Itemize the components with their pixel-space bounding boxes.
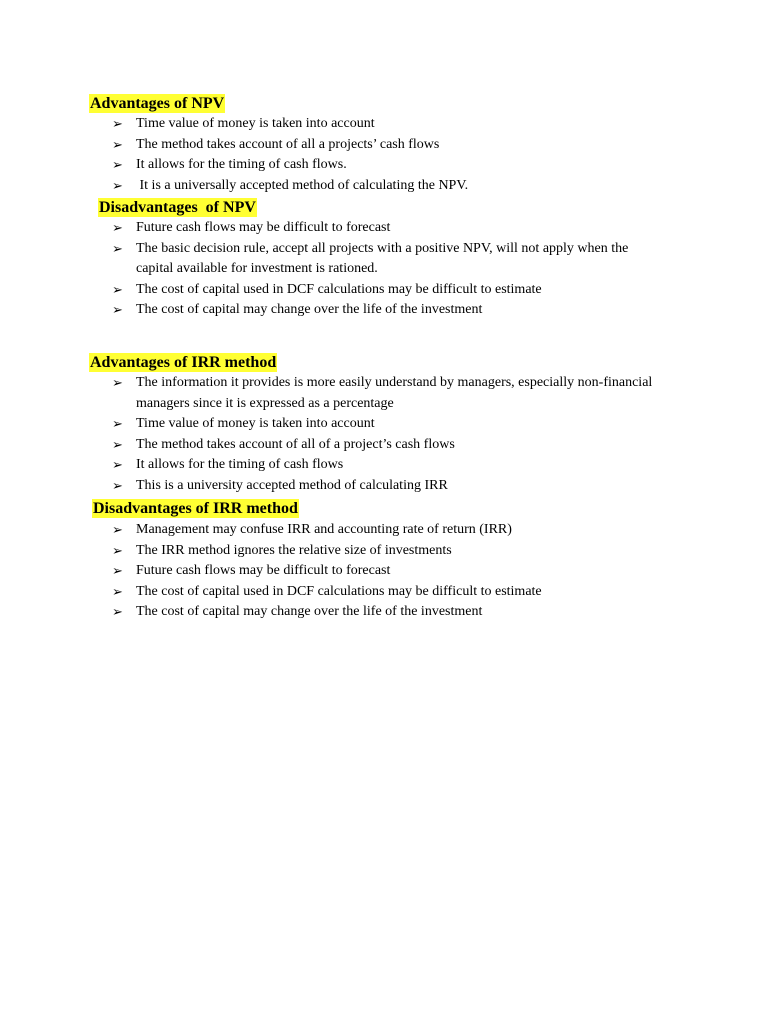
arrow-bullet-icon: ➢ xyxy=(112,583,123,599)
list-item: ➢ Future cash flows may be difficult to forecast xyxy=(0,218,668,239)
list-item: ➢ Time value of money is taken into account xyxy=(0,414,668,435)
bullet-list xyxy=(0,373,768,496)
arrow-bullet-icon: ➢ xyxy=(112,375,123,390)
arrow-bullet-icon: ➢ xyxy=(112,302,123,317)
arrow-bullet-icon: ➢ xyxy=(112,177,123,193)
arrow-bullet-icon: ➢ xyxy=(112,522,123,537)
section-heading: Advantages of IRR method xyxy=(90,354,277,371)
arrow-bullet-icon: ➢ xyxy=(112,604,123,619)
list-item: ➢ The cost of capital used in DCF calculations may be difficult to estimate xyxy=(0,280,668,301)
bullet-list xyxy=(0,218,768,321)
list-item: ➢ It allows for the timing of cash flows xyxy=(0,455,668,476)
bullet-list xyxy=(0,520,768,623)
bullet-list xyxy=(0,114,768,196)
list-item: ➢ Management may confuse IRR and accounting rate of return (IRR) xyxy=(0,520,668,541)
arrow-bullet-icon: ➢ xyxy=(112,416,123,431)
list-item: ➢ It is a universally accepted method of calculating the NPV. xyxy=(0,176,668,197)
list-item: ➢ The IRR method ignores the relative size of investments xyxy=(0,541,668,562)
arrow-bullet-icon: ➢ xyxy=(112,281,123,297)
section-heading: Advantages of NPV xyxy=(90,95,225,112)
list-item: ➢ The method takes account of all of a project’s cash flows xyxy=(0,435,668,456)
list-item: ➢ The basic decision rule, accept all projects with a positive NPV, will not apply when the capital available for investment is rationed. xyxy=(112,240,629,276)
arrow-bullet-icon: ➢ xyxy=(112,436,123,452)
arrow-bullet-icon: ➢ xyxy=(112,116,123,131)
arrow-bullet-icon: ➢ xyxy=(112,457,123,472)
list-item: ➢ Time value of money is taken into account xyxy=(0,114,668,135)
arrow-bullet-icon: ➢ xyxy=(112,240,123,256)
list-item: ➢ The cost of capital may change over the life of the investment xyxy=(0,602,668,623)
section-heading: Disadvantages of NPV xyxy=(99,199,256,216)
list-item: ➢ The information it provides is more easily understand by managers, especially non-financial managers since it is expressed as a percentage xyxy=(112,375,653,411)
arrow-bullet-icon: ➢ xyxy=(112,477,123,493)
arrow-bullet-icon: ➢ xyxy=(112,136,123,152)
arrow-bullet-icon: ➢ xyxy=(112,220,123,235)
list-item: ➢ The cost of capital used in DCF calculations may be difficult to estimate xyxy=(0,582,668,603)
list-item: ➢ Future cash flows may be difficult to forecast xyxy=(0,561,668,582)
arrow-bullet-icon: ➢ xyxy=(112,563,123,578)
list-item: ➢ The cost of capital may change over the life of the investment xyxy=(0,300,668,321)
section-heading: Disadvantages of IRR method xyxy=(93,500,298,517)
arrow-bullet-icon: ➢ xyxy=(112,157,123,172)
list-item: ➢ The method takes account of all a projects’ cash flows xyxy=(0,135,668,156)
arrow-bullet-icon: ➢ xyxy=(112,542,123,558)
list-item: ➢ It allows for the timing of cash flows. xyxy=(0,155,668,176)
list-item: ➢ This is a university accepted method of calculating IRR xyxy=(0,476,668,497)
